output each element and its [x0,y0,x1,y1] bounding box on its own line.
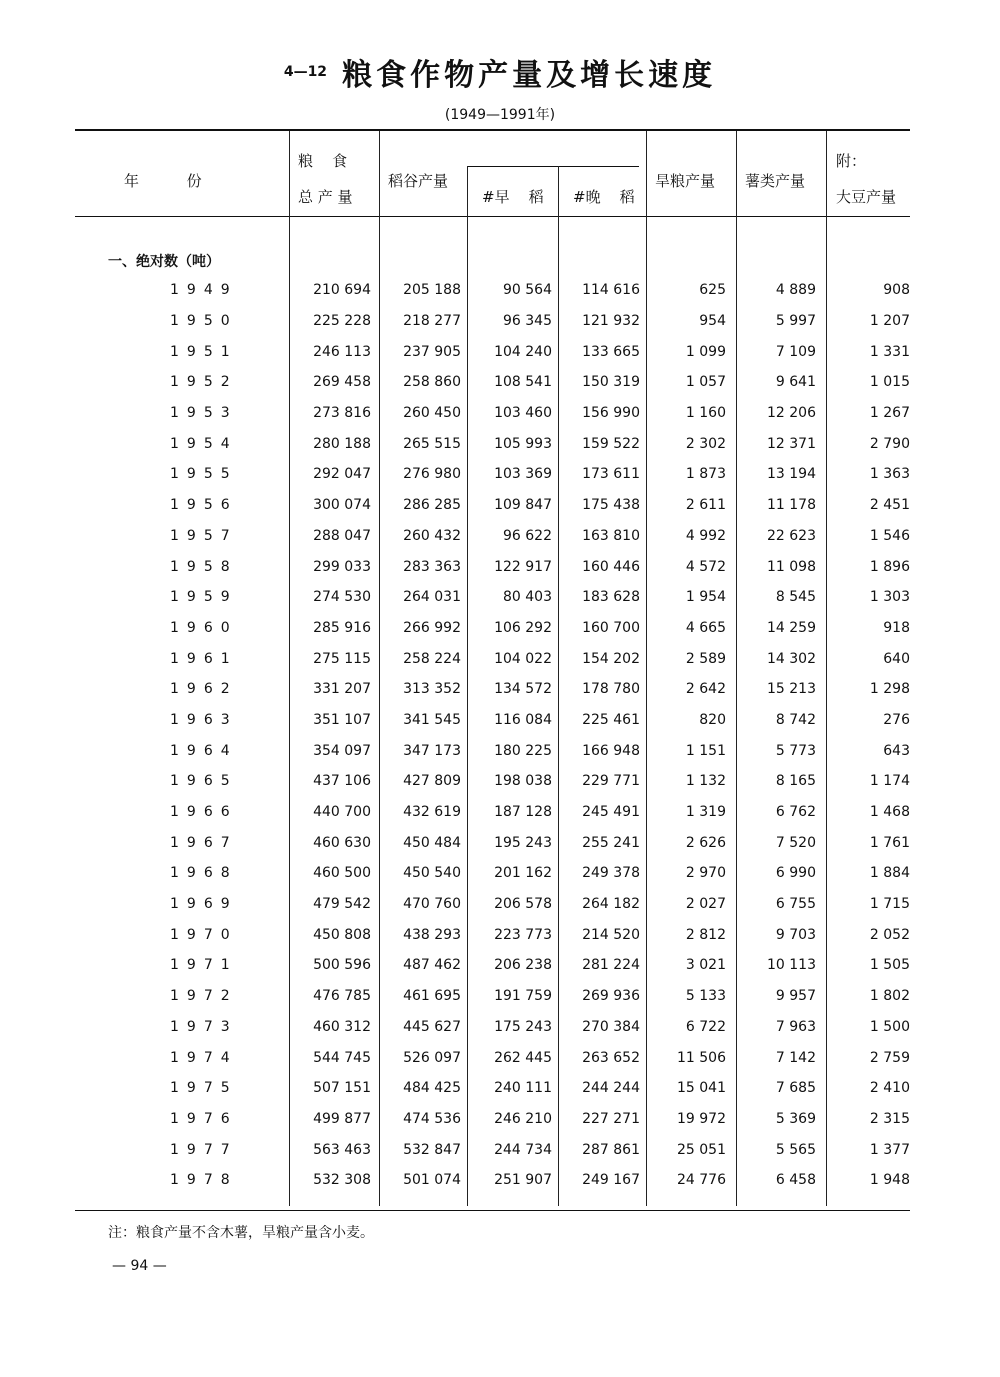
value-cell: 507 151 [313,1080,371,1097]
year-cell: 1975 [170,1080,238,1097]
value-cell: 6 755 [775,896,816,913]
value-cell: 954 [699,313,726,330]
value-cell: 218 277 [403,313,461,330]
value-cell: 15 041 [677,1080,726,1097]
header-rice: 稻谷产量 [388,172,449,190]
table-row [75,1012,910,1043]
value-cell: 122 917 [494,558,552,575]
value-cell: 299 033 [313,558,371,575]
table-title [0,50,1000,94]
value-cell: 820 [699,711,726,728]
value-cell: 251 907 [494,1172,552,1189]
value-cell: 499 877 [313,1110,371,1127]
value-cell: 96 345 [503,313,552,330]
value-cell: 134 572 [494,681,552,698]
value-cell: 264 031 [403,589,461,606]
value-cell: 206 578 [494,896,552,913]
table-row [75,981,910,1012]
value-cell: 484 425 [403,1080,461,1097]
value-cell: 276 [883,711,910,728]
value-cell: 175 438 [582,497,640,514]
value-cell: 108 541 [494,374,552,391]
value-cell: 19 972 [677,1110,726,1127]
value-cell: 5 997 [775,313,816,330]
value-cell: 154 202 [582,650,640,667]
value-cell: 103 460 [494,405,552,422]
year-cell: 1955 [170,466,238,483]
value-cell: 175 243 [494,1018,552,1035]
value-cell: 341 545 [403,711,461,728]
value-cell: 2 970 [685,865,726,882]
table-title-text: 粮食作物产量及增长速度 [342,58,717,93]
value-cell: 104 022 [494,650,552,667]
value-cell: 244 734 [494,1141,552,1158]
table-row [75,797,910,828]
table-row [75,643,910,674]
table-row [75,551,910,582]
value-cell: 195 243 [494,834,552,851]
value-cell: 908 [883,282,910,299]
table-number: 4—12 [283,64,328,80]
value-cell: 4 889 [775,282,816,299]
year-cell: 1958 [170,558,238,575]
page-number: — 94 — [112,1258,167,1274]
value-cell: 266 992 [403,619,461,636]
value-cell: 1 099 [685,343,726,360]
table-row [75,336,910,367]
value-cell: 2 589 [685,650,726,667]
value-cell: 106 292 [494,619,552,636]
value-cell: 432 619 [403,804,461,821]
year-cell: 1966 [170,804,238,821]
value-cell: 225 228 [313,313,371,330]
value-cell: 96 622 [503,527,552,544]
value-cell: 300 074 [313,497,371,514]
table-subtitle: (1949—1991年) [444,107,556,123]
table-row [75,367,910,398]
year-cell: 1977 [170,1141,238,1158]
value-cell: 8 742 [775,711,816,728]
year-cell: 1976 [170,1110,238,1127]
value-cell: 255 241 [582,834,640,851]
value-cell: 163 810 [582,527,640,544]
value-cell: 1 377 [869,1141,910,1158]
value-cell: 4 572 [685,558,726,575]
value-cell: 281 224 [582,957,640,974]
value-cell: 5 133 [685,988,726,1005]
value-cell: 1 298 [869,681,910,698]
table-row [75,950,910,981]
value-cell: 245 491 [582,804,640,821]
value-cell: 6 722 [685,1018,726,1035]
value-cell: 15 213 [767,681,816,698]
value-cell: 288 047 [313,527,371,544]
value-cell: 103 369 [494,466,552,483]
value-cell: 11 098 [767,558,816,575]
value-cell: 270 384 [582,1018,640,1035]
year-cell: 1970 [170,926,238,943]
value-cell: 1 303 [869,589,910,606]
value-cell: 7 520 [775,834,816,851]
value-cell: 1 954 [685,589,726,606]
value-cell: 5 369 [775,1110,816,1127]
value-cell: 2 451 [869,497,910,514]
year-cell: 1962 [170,681,238,698]
table-row [75,1104,910,1135]
value-cell: 1 500 [869,1018,910,1035]
year-cell: 1950 [170,313,238,330]
header-year: 年 份 [124,172,202,190]
value-cell: 80 403 [503,589,552,606]
value-cell: 427 809 [403,773,461,790]
table-row [75,919,910,950]
value-cell: 563 463 [313,1141,371,1158]
value-cell: 198 038 [494,773,552,790]
value-cell: 8 165 [775,773,816,790]
section-label: 一、绝对数（吨） [108,254,220,270]
value-cell: 4 992 [685,527,726,544]
value-cell: 347 173 [403,742,461,759]
value-cell: 460 630 [313,834,371,851]
value-cell: 440 700 [313,804,371,821]
year-cell: 1957 [170,527,238,544]
value-cell: 258 224 [403,650,461,667]
value-cell: 476 785 [313,988,371,1005]
value-cell: 2 410 [869,1080,910,1097]
value-cell: 10 113 [767,957,816,974]
value-cell: 1 715 [869,896,910,913]
value-cell: 501 074 [403,1172,461,1189]
year-cell: 1960 [170,619,238,636]
year-cell: 1951 [170,343,238,360]
value-cell: 918 [883,619,910,636]
value-cell: 183 628 [582,589,640,606]
value-cell: 275 115 [313,650,371,667]
value-cell: 225 461 [582,711,640,728]
table-row [75,1134,910,1165]
value-cell: 6 990 [775,865,816,882]
value-cell: 273 816 [313,405,371,422]
value-cell: 276 980 [403,466,461,483]
value-cell: 105 993 [494,435,552,452]
header-late-rice: #晚 稻 [573,188,635,206]
year-cell: 1978 [170,1172,238,1189]
value-cell: 6 458 [775,1172,816,1189]
value-cell: 1 174 [869,773,910,790]
table-row [75,1165,910,1196]
value-cell: 461 695 [403,988,461,1005]
value-cell: 5 565 [775,1141,816,1158]
table-row [75,1042,910,1073]
value-cell: 3 021 [685,957,726,974]
table-row [75,490,910,521]
value-cell: 229 771 [582,773,640,790]
year-cell: 1973 [170,1018,238,1035]
value-cell: 191 759 [494,988,552,1005]
value-cell: 173 611 [582,466,640,483]
value-cell: 240 111 [494,1080,552,1097]
value-cell: 460 312 [313,1018,371,1035]
value-cell: 104 240 [494,343,552,360]
value-cell: 470 760 [403,896,461,913]
value-cell: 206 238 [494,957,552,974]
table-row [75,735,910,766]
value-cell: 460 500 [313,865,371,882]
value-cell: 223 773 [494,926,552,943]
bottom-rule [75,1210,910,1211]
value-cell: 116 084 [494,711,552,728]
value-cell: 237 905 [403,343,461,360]
value-cell: 1 884 [869,865,910,882]
value-cell: 526 097 [403,1049,461,1066]
year-cell: 1974 [170,1049,238,1066]
value-cell: 283 363 [403,558,461,575]
value-cell: 7 963 [775,1018,816,1035]
value-cell: 445 627 [403,1018,461,1035]
rice-subheader-rule [467,166,639,167]
value-cell: 1 505 [869,957,910,974]
value-cell: 8 545 [775,589,816,606]
value-cell: 1 267 [869,405,910,422]
header-soy-line2: 大豆产量 [836,188,897,206]
value-cell: 262 445 [494,1049,552,1066]
value-cell: 178 780 [582,681,640,698]
value-cell: 24 776 [677,1172,726,1189]
value-cell: 2 315 [869,1110,910,1127]
value-cell: 2 611 [685,497,726,514]
value-cell: 6 762 [775,804,816,821]
value-cell: 9 703 [775,926,816,943]
table-row [75,521,910,552]
value-cell: 437 106 [313,773,371,790]
value-cell: 2 759 [869,1049,910,1066]
value-cell: 5 773 [775,742,816,759]
year-cell: 1952 [170,374,238,391]
table-row [75,858,910,889]
value-cell: 479 542 [313,896,371,913]
value-cell: 2 302 [685,435,726,452]
value-cell: 1 160 [685,405,726,422]
value-cell: 156 990 [582,405,640,422]
header-grain-line1: 粮 食 [298,152,348,170]
data-table [75,275,910,1196]
value-cell: 260 432 [403,527,461,544]
value-cell: 1 015 [869,374,910,391]
value-cell: 2 812 [685,926,726,943]
year-cell: 1956 [170,497,238,514]
value-cell: 249 378 [582,865,640,882]
table-row [75,889,910,920]
value-cell: 263 652 [582,1049,640,1066]
year-cell: 1969 [170,896,238,913]
value-cell: 9 641 [775,374,816,391]
value-cell: 474 536 [403,1110,461,1127]
value-cell: 14 302 [767,650,816,667]
value-cell: 1 468 [869,804,910,821]
value-cell: 265 515 [403,435,461,452]
value-cell: 109 847 [494,497,552,514]
value-cell: 150 319 [582,374,640,391]
value-cell: 450 540 [403,865,461,882]
value-cell: 159 522 [582,435,640,452]
value-cell: 280 188 [313,435,371,452]
value-cell: 201 162 [494,865,552,882]
value-cell: 14 259 [767,619,816,636]
year-cell: 1964 [170,742,238,759]
value-cell: 1 873 [685,466,726,483]
value-cell: 1 802 [869,988,910,1005]
value-cell: 1 151 [685,742,726,759]
table-row [75,582,910,613]
header-bottom-rule [75,216,910,217]
year-cell: 1972 [170,988,238,1005]
value-cell: 643 [883,742,910,759]
table-row [75,1073,910,1104]
year-cell: 1949 [170,282,238,299]
value-cell: 1 363 [869,466,910,483]
value-cell: 9 957 [775,988,816,1005]
value-cell: 12 371 [767,435,816,452]
value-cell: 249 167 [582,1172,640,1189]
value-cell: 90 564 [503,282,552,299]
value-cell: 133 665 [582,343,640,360]
value-cell: 450 484 [403,834,461,851]
year-cell: 1963 [170,711,238,728]
table-row [75,674,910,705]
value-cell: 292 047 [313,466,371,483]
value-cell: 1 896 [869,558,910,575]
value-cell: 286 285 [403,497,461,514]
value-cell: 7 109 [775,343,816,360]
header-tuber: 薯类产量 [745,172,806,190]
value-cell: 1 546 [869,527,910,544]
table-row [75,275,910,306]
year-cell: 1971 [170,957,238,974]
table-row [75,705,910,736]
value-cell: 12 206 [767,405,816,422]
value-cell: 1 761 [869,834,910,851]
table-row [75,613,910,644]
value-cell: 438 293 [403,926,461,943]
year-cell: 1953 [170,405,238,422]
value-cell: 331 207 [313,681,371,698]
value-cell: 11 178 [767,497,816,514]
value-cell: 121 932 [582,313,640,330]
value-cell: 487 462 [403,957,461,974]
year-cell: 1965 [170,773,238,790]
value-cell: 1 331 [869,343,910,360]
value-cell: 264 182 [582,896,640,913]
year-cell: 1961 [170,650,238,667]
header-early-rice: #早 稻 [482,188,544,206]
value-cell: 544 745 [313,1049,371,1066]
value-cell: 13 194 [767,466,816,483]
value-cell: 114 616 [582,282,640,299]
value-cell: 269 936 [582,988,640,1005]
value-cell: 287 861 [582,1141,640,1158]
value-cell: 354 097 [313,742,371,759]
value-cell: 532 847 [403,1141,461,1158]
value-cell: 7 685 [775,1080,816,1097]
value-cell: 2 027 [685,896,726,913]
value-cell: 4 665 [685,619,726,636]
value-cell: 1 207 [869,313,910,330]
table-row [75,827,910,858]
value-cell: 160 446 [582,558,640,575]
value-cell: 274 530 [313,589,371,606]
value-cell: 205 188 [403,282,461,299]
value-cell: 1 948 [869,1172,910,1189]
value-cell: 160 700 [582,619,640,636]
value-cell: 2 790 [869,435,910,452]
top-rule [75,129,910,131]
year-cell: 1959 [170,589,238,606]
value-cell: 313 352 [403,681,461,698]
value-cell: 246 113 [313,343,371,360]
value-cell: 532 308 [313,1172,371,1189]
table-row [75,766,910,797]
year-cell: 1967 [170,834,238,851]
value-cell: 1 132 [685,773,726,790]
value-cell: 2 052 [869,926,910,943]
value-cell: 214 520 [582,926,640,943]
value-cell: 351 107 [313,711,371,728]
value-cell: 2 626 [685,834,726,851]
value-cell: 22 623 [767,527,816,544]
value-cell: 269 458 [313,374,371,391]
value-cell: 187 128 [494,804,552,821]
header-dry-grain: 旱粮产量 [655,172,716,190]
value-cell: 25 051 [677,1141,726,1158]
value-cell: 11 506 [677,1049,726,1066]
value-cell: 500 596 [313,957,371,974]
value-cell: 450 808 [313,926,371,943]
value-cell: 7 142 [775,1049,816,1066]
value-cell: 640 [883,650,910,667]
header-soy-line1: 附： [836,152,867,170]
footnote: 注：粮食产量不含木薯，旱粮产量含小麦。 [108,1225,374,1241]
value-cell: 244 244 [582,1080,640,1097]
value-cell: 1 319 [685,804,726,821]
table-row [75,459,910,490]
table-row [75,428,910,459]
value-cell: 210 694 [313,282,371,299]
value-cell: 180 225 [494,742,552,759]
value-cell: 625 [699,282,726,299]
value-cell: 227 271 [582,1110,640,1127]
table-row [75,306,910,337]
value-cell: 2 642 [685,681,726,698]
value-cell: 246 210 [494,1110,552,1127]
value-cell: 260 450 [403,405,461,422]
value-cell: 285 916 [313,619,371,636]
year-cell: 1968 [170,865,238,882]
value-cell: 258 860 [403,374,461,391]
header-grain-line2: 总 产 量 [298,188,353,206]
table-row [75,398,910,429]
year-cell: 1954 [170,435,238,452]
value-cell: 166 948 [582,742,640,759]
value-cell: 1 057 [685,374,726,391]
